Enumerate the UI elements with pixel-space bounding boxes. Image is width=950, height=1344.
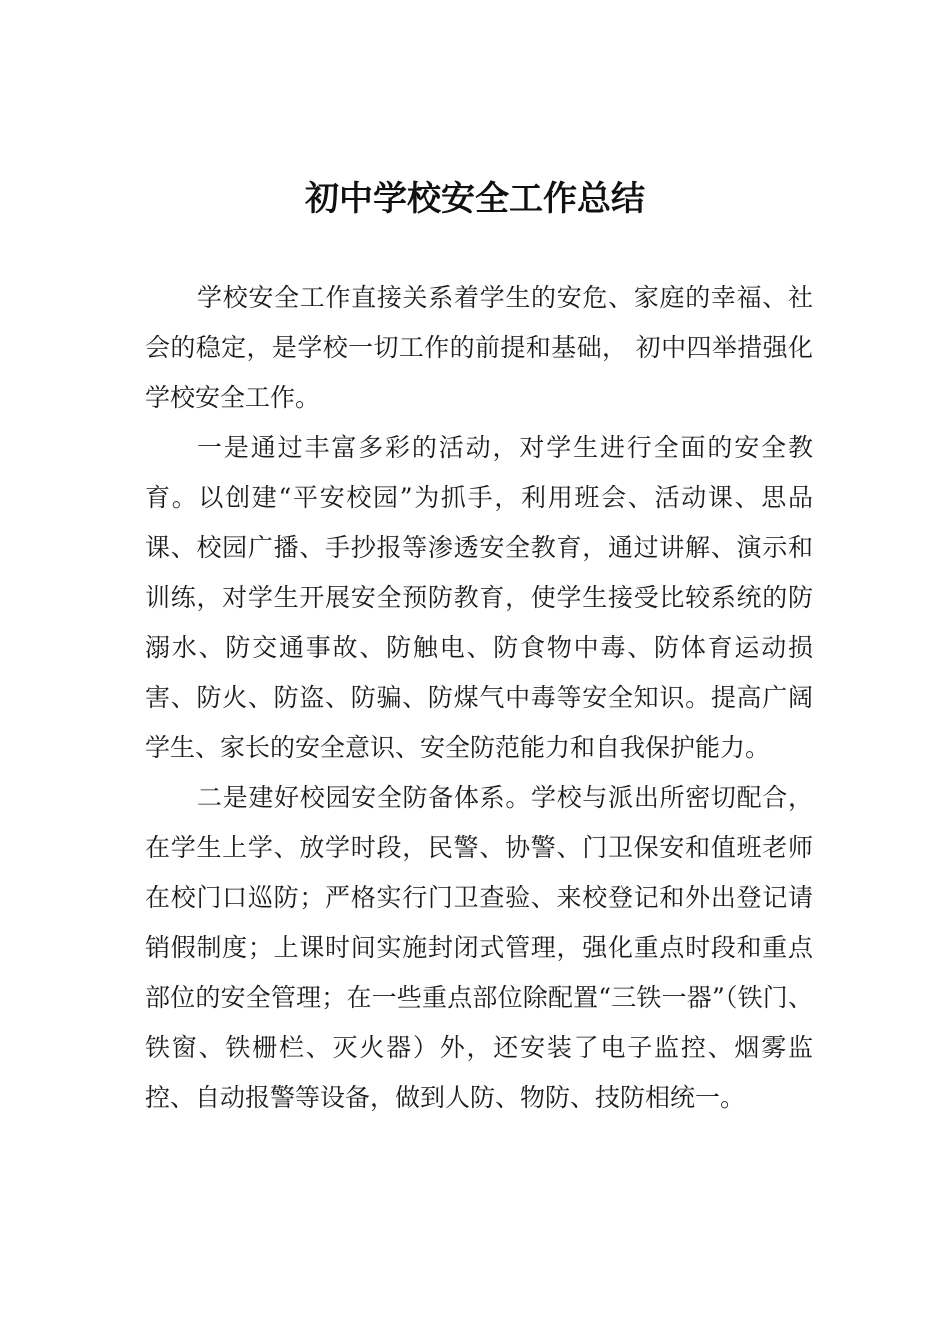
paragraph-campus-security: 二是建好校园安全防备体系。学校与派出所密切配合，在学生上学、放学时段，民警、协警、门卫保安和值班老师在校门口巡防；严格实行门卫查验、来校登记和外出登记请销假制度；上课时间实施封闭式管理，强化重点时段和重点部位的安全管理；在一些重点部位除配置“三铁一器”（铁门、铁窗、铁栅栏、灭火器）外，还安装了电子监控、烟雾监控、自动报警等设备，做到人防、物防、技防相统一。 <box>145 783 813 1112</box>
document-body <box>145 273 813 1123</box>
paragraph-safety-education: 一是通过丰富多彩的活动，对学生进行全面的安全教育。以创建“平安校园”为抓手，利用班会、活动课、思品课、校园广播、手抄报等渗透安全教育，通过讲解、演示和训练，对学生开展安全预防教育，使学生接受比较系统的防溺水、防交通事故、防触电、防食物中毒、防体育运动损害、防火、防盗、防骗、防煤气中毒等安全知识。提高广阔学生、家长的安全意识、安全防范能力和自我保护能力。 <box>145 433 813 762</box>
paragraph-intro: 学校安全工作直接关系着学生的安危、家庭的幸福、社会的稳定，是学校一切工作的前提和基础， 初中四举措强化学校安全工作。 <box>145 283 813 412</box>
document-title: 初中学校安全工作总结 <box>305 179 645 219</box>
